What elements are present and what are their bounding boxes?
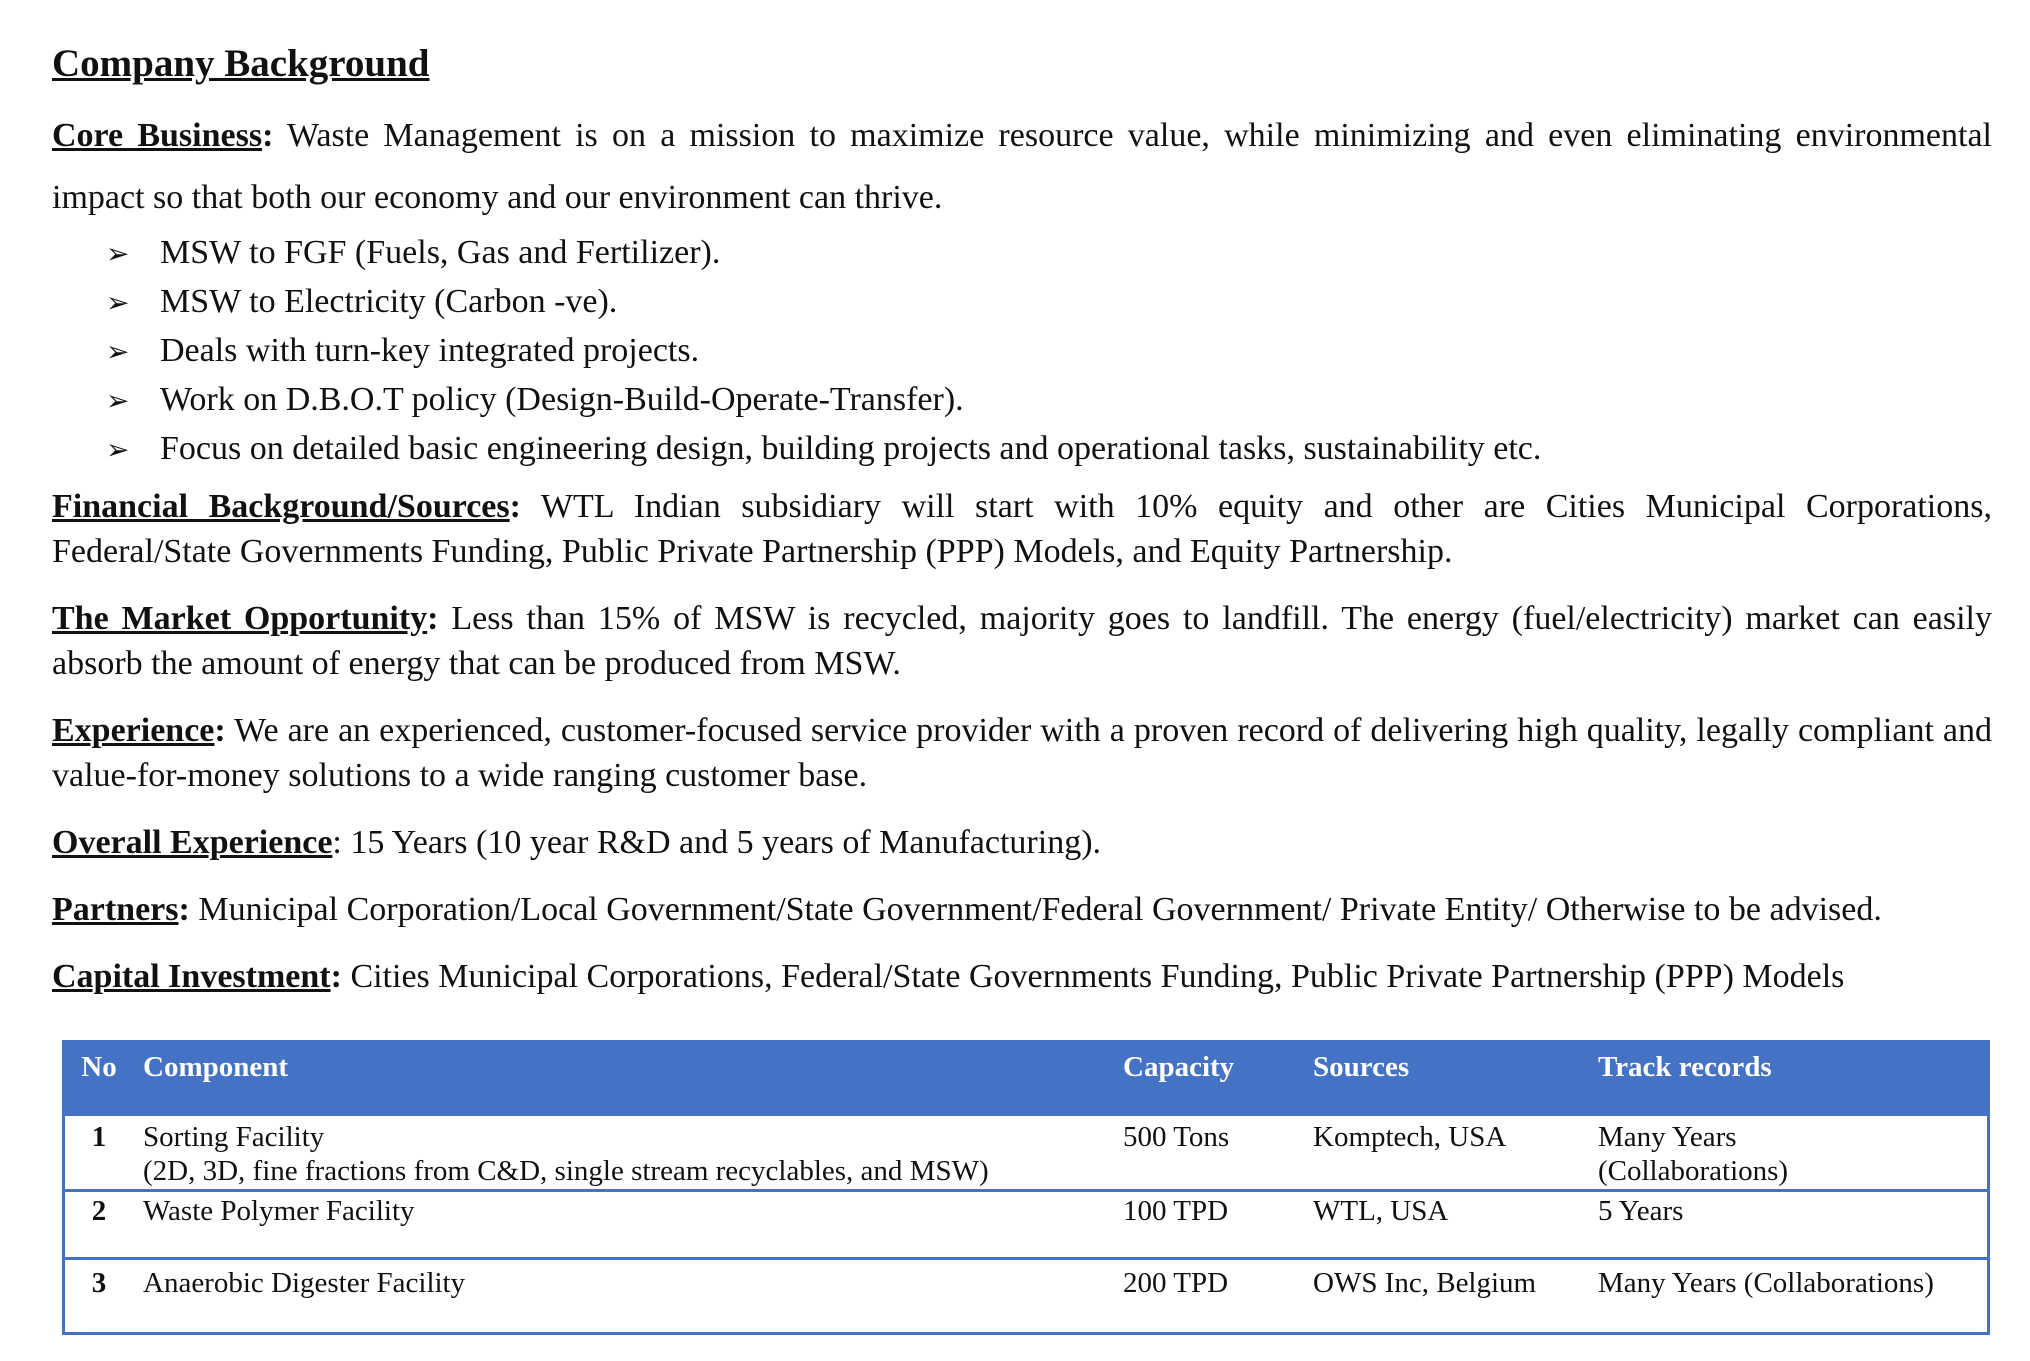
bullet-text: Deals with turn-key integrated projects. <box>160 331 700 369</box>
track-record-detail: (Collaborations) <box>1598 1155 1789 1187</box>
header-component: Component <box>133 1042 1113 1115</box>
cell-no: 1 <box>64 1115 134 1191</box>
overall-experience-colon: : <box>332 823 342 861</box>
financial-colon: : <box>509 487 521 525</box>
partners-paragraph <box>52 887 1992 932</box>
cell-sources: WTL, USA <box>1303 1191 1588 1259</box>
partners-text: Municipal Corporation/Local Government/State Government/Federal Government/ Private Entity/ Otherwise to be advised. <box>189 890 1882 928</box>
cell-sources: OWS Inc, Belgium <box>1303 1259 1588 1334</box>
document-page <box>52 42 1992 999</box>
cell-no: 2 <box>64 1191 134 1259</box>
cell-capacity: 200 TPD <box>1113 1259 1303 1334</box>
header-sources: Sources <box>1303 1042 1588 1115</box>
list-item <box>106 376 1992 425</box>
track-record-main: Many Years <box>1598 1121 1737 1153</box>
financial-text: WTL Indian subsidiary will start with 10% equity and other are Cities Municipal Corporations, Federal/State Governments Funding, Public Private Partnership (PPP) Models, and Equity Partnership. <box>52 487 1992 570</box>
cell-component <box>133 1115 1113 1191</box>
financial-paragraph <box>52 484 1992 574</box>
market-text: Less than 15% of MSW is recycled, majority goes to landfill. The energy (fuel/electricity) market can easily absorb the amount of energy that can be produced from MSW. <box>52 599 1992 682</box>
cell-capacity: 100 TPD <box>1113 1191 1303 1259</box>
bullet-text: MSW to Electricity (Carbon -ve). <box>160 282 618 320</box>
cell-capacity: 500 Tons <box>1113 1115 1303 1191</box>
experience-text: We are an experienced, customer-focused service provider with a proven record of delivering high quality, legally compliant and value-for-money solutions to a wide ranging customer base. <box>52 711 1992 794</box>
table-row <box>64 1259 1989 1334</box>
arrow-bullet-icon: ➢ <box>106 334 130 368</box>
component-name: Sorting Facility <box>143 1121 325 1153</box>
header-capacity: Capacity <box>1113 1042 1303 1115</box>
bullet-text: MSW to FGF (Fuels, Gas and Fertilizer). <box>160 233 721 271</box>
partners-label: Partners <box>52 890 179 928</box>
market-paragraph <box>52 596 1992 686</box>
cell-track-records: 5 Years <box>1588 1191 1989 1259</box>
core-business-colon: : <box>262 116 274 154</box>
overall-experience-paragraph <box>52 820 1992 865</box>
cell-no: 3 <box>64 1259 134 1334</box>
experience-label: Experience <box>52 711 215 749</box>
capital-investment-colon: : <box>330 957 342 995</box>
arrow-bullet-icon: ➢ <box>106 383 130 417</box>
experience-paragraph <box>52 708 1992 798</box>
cell-track-records: Many Years (Collaborations) <box>1588 1259 1989 1334</box>
overall-experience-label: Overall Experience <box>52 823 333 861</box>
list-item <box>106 425 1992 474</box>
arrow-bullet-icon: ➢ <box>106 285 130 319</box>
header-track-records: Track records <box>1588 1042 1989 1115</box>
page-title: Company Background <box>52 42 430 85</box>
bullet-text: Focus on detailed basic engineering design, building projects and operational tasks, sustainability etc. <box>160 429 1542 467</box>
arrow-bullet-icon: ➢ <box>106 236 130 270</box>
core-business-paragraph <box>52 105 1992 229</box>
financial-label: Financial Background/Sources <box>52 487 510 525</box>
table-row <box>64 1191 1989 1259</box>
components-table <box>62 1040 1990 1335</box>
cell-component: Anaerobic Digester Facility <box>133 1259 1113 1334</box>
header-no: No <box>64 1042 134 1115</box>
overall-experience-text: 15 Years (10 year R&D and 5 years of Manufacturing). <box>341 823 1102 861</box>
table-row <box>64 1115 1989 1191</box>
arrow-bullet-icon: ➢ <box>106 432 130 466</box>
capital-investment-label: Capital Investment <box>52 957 331 995</box>
list-item <box>106 229 1992 278</box>
component-detail: (2D, 3D, fine fractions from C&D, single stream recyclables, and MSW) <box>143 1155 989 1187</box>
table-header-row <box>64 1042 1989 1115</box>
capital-investment-text: Cities Municipal Corporations, Federal/State Governments Funding, Public Private Partnership (PPP) Models <box>341 957 1845 995</box>
experience-colon: : <box>214 711 226 749</box>
list-item <box>106 327 1992 376</box>
market-label: The Market Opportunity <box>52 599 428 637</box>
list-item <box>106 278 1992 327</box>
capital-investment-paragraph <box>52 954 1992 999</box>
cell-track-records <box>1588 1115 1989 1191</box>
partners-colon: : <box>178 890 190 928</box>
cell-component: Waste Polymer Facility <box>133 1191 1113 1259</box>
core-business-text: Waste Management is on a mission to maximize resource value, while minimizing and even eliminating environmental impact so that both our economy and our environment can thrive. <box>52 116 1992 216</box>
cell-sources: Komptech, USA <box>1303 1115 1588 1191</box>
core-business-label: Core Business <box>52 116 263 154</box>
core-business-bullet-list <box>52 229 1992 474</box>
bullet-text: Work on D.B.O.T policy (Design-Build-Operate-Transfer). <box>160 380 964 418</box>
market-colon: : <box>427 599 439 637</box>
